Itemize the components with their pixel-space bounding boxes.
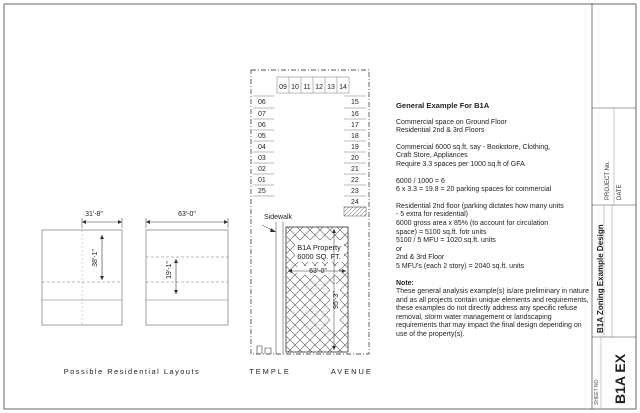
layouts-caption: Possible Residential Layouts	[63, 367, 201, 376]
space-label-top: 09	[279, 84, 287, 91]
building-width-dim: 63'-0"	[309, 268, 327, 275]
space-label-right: 15	[351, 99, 359, 106]
notes-heading: General Example For B1A	[396, 101, 490, 110]
space-label-left: 02	[258, 166, 266, 173]
notes-paragraph: Residential 2nd floor (parking dictates how many units - 5 extra for residential) 6000 gross area x 85% (to account for circulation space) = 5100 sq.ft. fotr units 5100 / 5 MFU = 1020 sq.ft. units or 2nd & 3rd Floor 5 MFU's (each 2 story) = 2040 sq.ft. units	[396, 202, 564, 270]
disclaimer-text: These general analysis example(s) is/are preliminary in nature and as all projects contain unique elements and requirements, these examples do not directly address any specific refuse removal, storm water management or landscaping requirements that may impact the final design depending on use of the property(s).	[396, 288, 589, 339]
notes-paragraph: 6000 / 1000 = 6 6 x 3.3 = 19.8 = 20 parking spaces for commercial	[396, 177, 552, 194]
residential-layout-2	[146, 218, 228, 325]
layout2-width-dim: 63'-0"	[178, 211, 196, 218]
project-no-label: PROJECT No.	[605, 161, 611, 200]
space-label-left: 03	[258, 155, 266, 162]
street-label: TEMPLE AVENUE	[249, 367, 373, 376]
sheet-no-label: SHEET NO.	[594, 378, 600, 405]
date-label: DATE	[617, 184, 623, 200]
space-label-right: 22	[351, 177, 359, 184]
space-label-left: 01	[258, 177, 266, 184]
sheet-code: B1A EX	[612, 353, 628, 404]
property-area: 6000 SQ. FT.	[297, 252, 341, 261]
space-label-top: 13	[327, 84, 335, 91]
space-label-left: 06	[258, 122, 266, 129]
drawing-title: B1A Zoning Example Design	[596, 224, 605, 333]
space-label-top: 10	[291, 84, 299, 91]
layout2-height-dim: 19'-1"	[166, 261, 173, 279]
notes-paragraph: Commercial 6000 sq.ft. say - Bookstore, Clothing, Craft Store, Appliances Require 3.3 spaces per 1000 sq.ft of GFA	[396, 143, 551, 168]
space-label-left: 07	[258, 111, 266, 118]
space-label-left: 04	[258, 144, 266, 151]
space-label-left: 06	[258, 99, 266, 106]
space-label-left: 25	[258, 188, 266, 195]
layout1-height-dim: 38'-1"	[92, 249, 99, 267]
residential-layout-1	[42, 218, 122, 325]
space-label-right: 23	[351, 188, 359, 195]
space-label-right: 16	[351, 111, 359, 118]
notes-panel	[396, 102, 592, 348]
space-label-right: 24	[351, 199, 359, 206]
space-label-top: 14	[339, 84, 347, 91]
space-label-right: 20	[351, 155, 359, 162]
notes-paragraph: Commercial space on Ground Floor Residential 2nd & 3rd Floors	[396, 118, 507, 135]
building-depth-dim: 95'-3"	[333, 291, 340, 309]
space-label-left: 05	[258, 133, 266, 140]
space-label-top: 12	[315, 84, 323, 91]
space-label-right: 17	[351, 122, 359, 129]
space-label-right: 18	[351, 133, 359, 140]
note-heading: Note:	[396, 279, 414, 287]
property-label: B1A Property	[297, 243, 341, 252]
space-label-right: 21	[351, 166, 359, 173]
space-label-right: 19	[351, 144, 359, 151]
title-block	[592, 4, 636, 409]
sidewalk-label: Sidewalk	[264, 214, 293, 221]
layout1-width-dim: 31'-8"	[85, 211, 103, 218]
space-label-top: 11	[303, 84, 311, 91]
